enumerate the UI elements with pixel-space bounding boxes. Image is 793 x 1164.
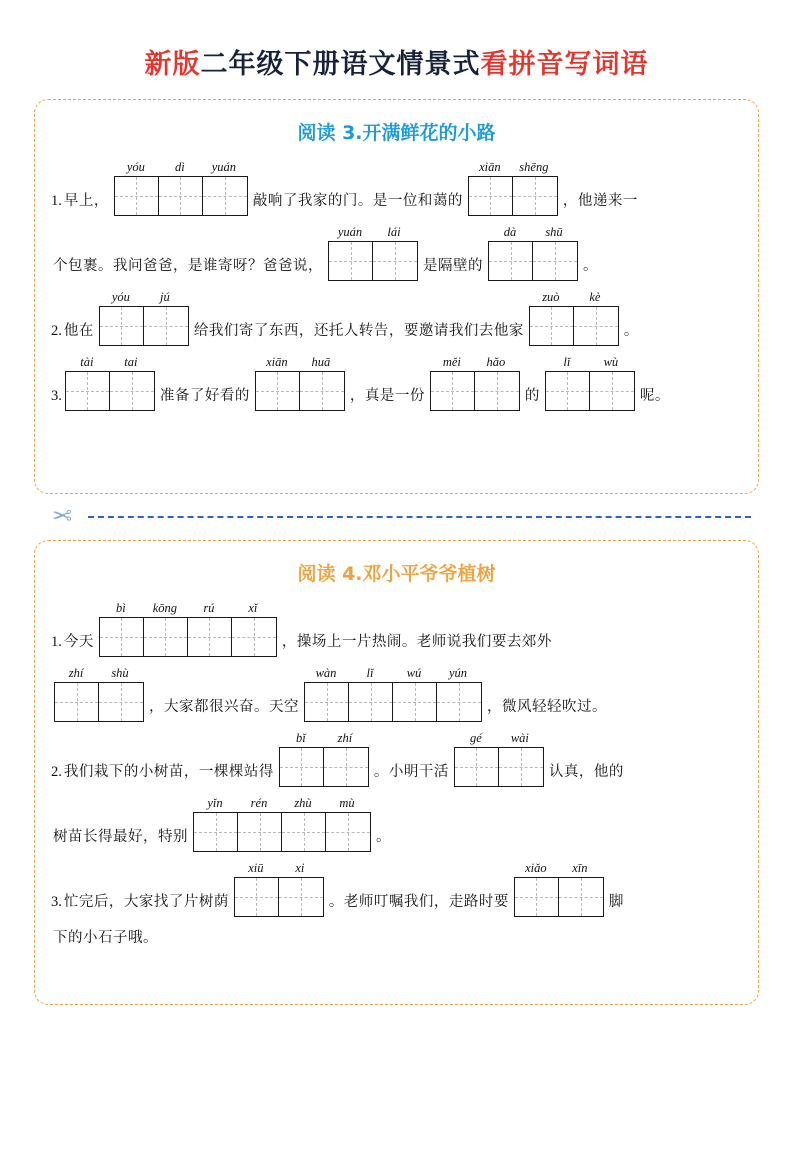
pinyin-row — [430, 354, 520, 371]
grid-cell[interactable] — [66, 372, 110, 410]
line-number: 1. — [51, 193, 62, 209]
line-number: 2. — [51, 764, 62, 780]
line-text: 脚 — [608, 894, 624, 910]
worksheet-page — [0, 42, 793, 1164]
pinyin-syllable: měi — [442, 355, 461, 369]
pinyin-syllable: xīn — [572, 861, 588, 875]
pinyin-row — [99, 600, 277, 617]
pinyin-syllable: yǐn — [207, 796, 223, 810]
grid-cell[interactable] — [373, 242, 417, 280]
line-text: 。 — [376, 829, 391, 845]
pinyin-row — [454, 730, 544, 747]
line-number: 3. — [51, 894, 62, 910]
pinyin-syllable: lǐ — [563, 355, 571, 369]
grid-cell[interactable] — [144, 618, 188, 656]
pinyin-syllable: kè — [589, 290, 601, 304]
pinyin-syllable: wù — [603, 355, 619, 369]
grid-cell[interactable] — [300, 372, 344, 410]
grid-cell[interactable] — [574, 307, 618, 345]
pinyin-row — [545, 354, 635, 371]
pinyin-row — [234, 860, 324, 877]
pinyin-syllable: xiǎo — [525, 861, 547, 875]
grid-cell[interactable] — [431, 372, 475, 410]
section-title-reading-4: 阅读 4.邓小平爷爷植树 — [297, 563, 496, 585]
pinyin-row — [468, 159, 558, 176]
grid-cell[interactable] — [475, 372, 519, 410]
pinyin-row — [65, 354, 155, 371]
writing-grid[interactable] — [468, 176, 558, 216]
writing-grid[interactable] — [304, 682, 482, 722]
pinyin-syllable: rén — [250, 796, 268, 810]
pinyin-syllable: shēng — [519, 160, 549, 174]
pinyin-row — [328, 224, 418, 241]
pinyin-syllable: huā — [311, 355, 331, 369]
pinyin-row — [488, 224, 578, 241]
grid-cell[interactable] — [115, 177, 159, 215]
writing-grid[interactable] — [99, 306, 189, 346]
grid-cell[interactable] — [393, 683, 437, 721]
exercise-line — [51, 860, 742, 917]
section-reading-4 — [34, 540, 759, 1005]
pinyin-row — [304, 665, 482, 682]
grid-cell[interactable] — [590, 372, 634, 410]
pinyin-row — [255, 354, 345, 371]
pinyin-blank[interactable] — [545, 354, 635, 411]
grid-cell[interactable] — [546, 372, 590, 410]
writing-grid[interactable] — [328, 241, 418, 281]
grid-cell[interactable] — [489, 242, 533, 280]
grid-cell[interactable] — [100, 307, 144, 345]
exercise-line — [51, 795, 742, 852]
grid-cell[interactable] — [499, 748, 543, 786]
pinyin-syllable: gé — [469, 731, 482, 745]
title-part-1: 新版 — [144, 49, 201, 80]
pinyin-syllable: wài — [510, 731, 529, 745]
grid-cell[interactable] — [235, 878, 279, 916]
pinyin-syllable: zhí — [337, 731, 353, 745]
grid-cell[interactable] — [515, 878, 559, 916]
writing-grid[interactable] — [545, 371, 635, 411]
pinyin-blank[interactable] — [65, 354, 155, 411]
grid-cell[interactable] — [194, 813, 238, 851]
pinyin-blank[interactable] — [193, 795, 371, 852]
line-text: 敲响了我家的门。是一位和蔼的 — [252, 193, 463, 209]
pinyin-blank[interactable] — [328, 224, 418, 281]
grid-cell[interactable] — [144, 307, 188, 345]
pinyin-blank[interactable] — [99, 289, 189, 346]
pinyin-syllable: lái — [387, 225, 401, 239]
line-text: 给我们寄了东西，还托人转告，要邀请我们去他家 — [193, 323, 524, 339]
pinyin-syllable: yuán — [337, 225, 363, 239]
grid-cell[interactable] — [188, 618, 232, 656]
pinyin-blank[interactable] — [529, 289, 619, 346]
line-text: 忙完后，大家找了片树荫 — [63, 894, 229, 910]
line-text: 。小明干活 — [373, 764, 449, 780]
grid-cell[interactable] — [55, 683, 99, 721]
grid-cell[interactable] — [159, 177, 203, 215]
pinyin-syllable: wú — [406, 666, 422, 680]
pinyin-blank[interactable] — [255, 354, 345, 411]
grid-cell[interactable] — [256, 372, 300, 410]
grid-cell[interactable] — [305, 683, 349, 721]
exercise-line — [51, 730, 742, 787]
title-part-3: 看拼音写词语 — [480, 49, 649, 80]
pinyin-blank[interactable] — [114, 159, 248, 216]
grid-cell[interactable] — [469, 177, 513, 215]
writing-grid[interactable] — [54, 682, 144, 722]
line-text: 。 — [583, 258, 598, 274]
pinyin-syllable: jú — [160, 290, 170, 304]
writing-grid[interactable] — [99, 617, 277, 657]
cut-divider — [34, 494, 759, 540]
pinyin-syllable: bǐ — [296, 731, 306, 745]
pinyin-blank[interactable] — [234, 860, 324, 917]
grid-cell[interactable] — [329, 242, 373, 280]
pinyin-syllable: shù — [111, 666, 129, 680]
pinyin-row — [193, 795, 371, 812]
writing-grid[interactable] — [193, 812, 371, 852]
line-text: 是隔壁的 — [423, 258, 483, 274]
pinyin-syllable: mù — [339, 796, 355, 810]
pinyin-syllable: yóu — [126, 160, 145, 174]
grid-cell[interactable] — [232, 618, 276, 656]
exercise-line — [51, 289, 742, 346]
section-title-reading-3: 阅读 3.开满鲜花的小路 — [297, 122, 496, 144]
pinyin-syllable: bì — [116, 601, 126, 615]
exercise-line — [51, 354, 742, 411]
grid-cell[interactable] — [513, 177, 557, 215]
pinyin-row — [54, 665, 144, 682]
grid-cell[interactable] — [279, 878, 323, 916]
pinyin-blank[interactable] — [514, 860, 604, 917]
grid-cell[interactable] — [110, 372, 154, 410]
pinyin-row — [114, 159, 248, 176]
pinyin-syllable: dà — [503, 225, 517, 239]
pinyin-syllable: xiān — [479, 160, 501, 174]
grid-cell[interactable] — [100, 618, 144, 656]
line-text: 呢。 — [639, 388, 670, 404]
line-number: 2. — [51, 323, 62, 339]
grid-cell[interactable] — [349, 683, 393, 721]
grid-cell[interactable] — [559, 878, 603, 916]
grid-cell[interactable] — [282, 813, 326, 851]
writing-grid[interactable] — [279, 747, 369, 787]
grid-cell[interactable] — [326, 813, 370, 851]
line-number: 1. — [51, 634, 62, 650]
pinyin-syllable: yún — [448, 666, 468, 680]
line-text: 下的小石子哦。 — [53, 930, 158, 946]
grid-cell[interactable] — [280, 748, 324, 786]
pinyin-syllable: zuò — [542, 290, 560, 304]
pinyin-syllable: xǐ — [248, 601, 258, 615]
scissors-icon: ✂ — [52, 504, 73, 530]
pinyin-syllable: shū — [545, 225, 563, 239]
line-text: ，微风轻轻吹过。 — [487, 699, 607, 715]
page-title — [34, 42, 759, 81]
pinyin-row — [99, 289, 189, 306]
grid-cell[interactable] — [238, 813, 282, 851]
pinyin-syllable: lǐ — [366, 666, 374, 680]
pinyin-row — [279, 730, 369, 747]
grid-cell[interactable] — [324, 748, 368, 786]
line-text: 他在 — [63, 323, 94, 339]
pinyin-row — [514, 860, 604, 877]
exercise-line — [51, 600, 742, 657]
writing-grid[interactable] — [514, 877, 604, 917]
pinyin-syllable: xi — [295, 861, 305, 875]
pinyin-syllable: hǎo — [486, 355, 506, 369]
pinyin-blank[interactable] — [488, 224, 578, 281]
writing-grid[interactable] — [65, 371, 155, 411]
line-text: 准备了好看的 — [159, 388, 250, 404]
pinyin-syllable: zhù — [294, 796, 312, 810]
pinyin-syllable: wàn — [315, 666, 337, 680]
writing-grid[interactable] — [114, 176, 248, 216]
pinyin-row — [529, 289, 619, 306]
writing-grid[interactable] — [255, 371, 345, 411]
grid-cell[interactable] — [455, 748, 499, 786]
line-text: 我们栽下的小树苗，一棵棵站得 — [63, 764, 274, 780]
writing-grid[interactable] — [430, 371, 520, 411]
pinyin-blank[interactable] — [430, 354, 520, 411]
pinyin-blank[interactable] — [99, 600, 277, 657]
pinyin-syllable: yuán — [211, 160, 237, 174]
pinyin-blank[interactable] — [54, 665, 144, 722]
grid-cell[interactable] — [530, 307, 574, 345]
line-text: 今天 — [63, 634, 94, 650]
writing-grid[interactable] — [529, 306, 619, 346]
section-reading-3 — [34, 99, 759, 494]
pinyin-blank[interactable] — [454, 730, 544, 787]
line-text: ，他递来一 — [562, 193, 638, 209]
pinyin-syllable: tài — [80, 355, 94, 369]
exercise-line — [51, 923, 742, 953]
writing-grid[interactable] — [234, 877, 324, 917]
pinyin-blank[interactable] — [468, 159, 558, 216]
exercise-line — [51, 665, 742, 722]
pinyin-syllable: kōng — [152, 601, 178, 615]
line-text: 个包裹。我问爸爸，是谁寄呀？爸爸说， — [53, 258, 323, 274]
pinyin-syllable: dì — [175, 160, 185, 174]
line-text: ，大家都很兴奋。天空 — [149, 699, 299, 715]
writing-grid[interactable] — [488, 241, 578, 281]
line-text: 树苗长得最好，特别 — [53, 829, 188, 845]
line-text: 早上， — [63, 193, 109, 209]
pinyin-syllable: yóu — [111, 290, 130, 304]
line-number: 3. — [51, 388, 62, 404]
pinyin-blank[interactable] — [279, 730, 369, 787]
pinyin-syllable: tai — [124, 355, 138, 369]
pinyin-syllable: xiān — [266, 355, 288, 369]
exercise-line — [51, 159, 742, 216]
grid-cell[interactable] — [533, 242, 577, 280]
pinyin-blank[interactable] — [304, 665, 482, 722]
line-text: ，操场上一片热闹。老师说我们要去郊外 — [281, 634, 552, 650]
line-text: 认真，他的 — [548, 764, 624, 780]
title-part-2: 二年级下册语文情景式 — [200, 49, 481, 80]
pinyin-syllable: zhí — [68, 666, 84, 680]
line-text: 的 — [524, 388, 540, 404]
line-text: 。老师叮嘱我们，走路时要 — [328, 894, 509, 910]
grid-cell[interactable] — [99, 683, 143, 721]
grid-cell[interactable] — [437, 683, 481, 721]
dashed-cut-line — [88, 516, 751, 518]
exercise-line — [51, 224, 742, 281]
grid-cell[interactable] — [203, 177, 247, 215]
line-text: ，真是一份 — [349, 388, 425, 404]
pinyin-syllable: rú — [203, 601, 215, 615]
writing-grid[interactable] — [454, 747, 544, 787]
line-text: 。 — [623, 323, 639, 339]
pinyin-syllable: xiū — [248, 861, 264, 875]
